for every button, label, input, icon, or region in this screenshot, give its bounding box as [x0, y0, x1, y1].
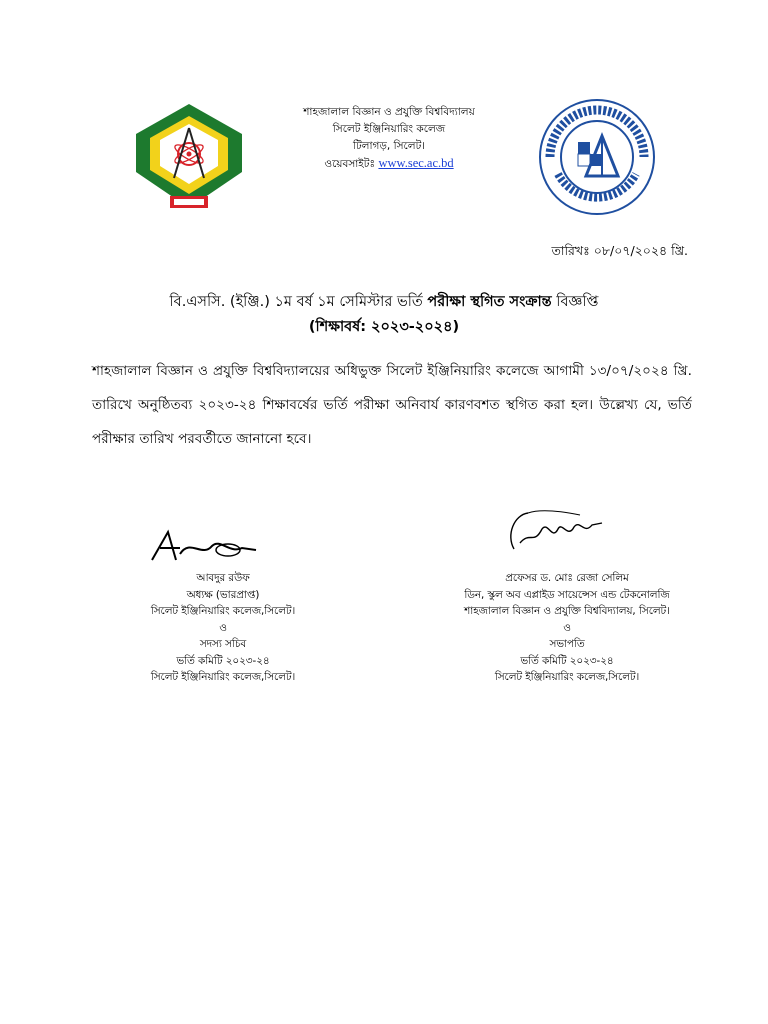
signatory-role: সদস্য সচিব: [199, 638, 247, 650]
signatory-designation: অধ্যক্ষ (ভারপ্রাপ্ত): [186, 588, 260, 601]
college-address: টিলাগড়, সিলেট।: [352, 140, 426, 152]
notice-body: শাহজালাল বিজ্ঞান ও প্রযুক্তি বিশ্ববিদ্যালয়ের অধিভুক্ত সিলেট ইঞ্জিনিয়ারিং কলেজে আগামী ১৩/০৭/২০২৪ খ্রি. তারিখে অনুষ্ঠিতব্য ২০২৩-২৪ শিক্ষাবর্ষের ভর্তি পরীক্ষা অনিবার্য কারণবশত স্থগিত করা হল। উল্লেখ্য যে, ভর্তি পরীক্ষার তারিখ পরবর্তীতে জানানো হবে।: [92, 363, 692, 447]
signatory-institution: শাহজালাল বিজ্ঞান ও প্রযুক্তি বিশ্ববিদ্যালয়, সিলেট।: [464, 605, 670, 617]
signatory-and: ও: [219, 621, 227, 634]
website-line: [250, 155, 528, 173]
signature-right: [500, 505, 620, 555]
website-label: ওয়েবসাইটঃ: [324, 158, 376, 170]
signatory-designation: ডিন, স্কুল অব এপ্লাইড সায়েন্সেস এন্ড টেকনোলজি: [464, 588, 670, 601]
handwritten-signature-icon: [500, 505, 620, 555]
notice-title: [60, 290, 708, 315]
signatory-institution-2: সিলেট ইঞ্জিনিয়ারিং কলেজ,সিলেট।: [494, 671, 640, 683]
sust-crest-icon: [130, 100, 248, 212]
signature-left: [150, 528, 260, 568]
notice-date: তারিখঃ ০৮/০৭/২০২৪ খ্রি.: [551, 243, 688, 258]
university-name: শাহজালাল বিজ্ঞান ও প্রযুক্তি বিশ্ববিদ্যালয়: [303, 106, 475, 118]
signatory-institution: সিলেট ইঞ্জিনিয়ারিং কলেজ,সিলেট।: [150, 605, 296, 617]
signatory-name: প্রফেসর ড. মোঃ রেজা সেলিম: [505, 572, 629, 584]
signatory-committee: ভর্তি কমিটি ২০২৩-২৪: [520, 654, 614, 667]
dte-logo: [538, 98, 656, 216]
signatory-role: সভাপতি: [549, 638, 585, 650]
signatory-left: [108, 570, 338, 686]
signatory-right: [410, 570, 724, 686]
notice-title-block: [60, 290, 708, 340]
handwritten-signature-icon: [150, 528, 260, 568]
dte-seal-icon: [538, 98, 656, 216]
sust-logo: [130, 100, 248, 212]
signatory-name: আবদুর রউফ: [196, 572, 250, 584]
college-name: সিলেট ইঞ্জিনিয়ারিং কলেজ: [332, 123, 446, 135]
notice-session: [60, 315, 708, 340]
session-text: (শিক্ষাবর্ষ: ২০২৩-২০২৪): [308, 319, 460, 335]
title-part-1: বি.এসসি. (ইঞ্জি.) ১ম বর্ষ ১ম সেমিস্টার ভর্তি: [169, 294, 428, 310]
title-part-2: বিজ্ঞপ্তি: [551, 294, 599, 310]
website-link[interactable]: www.sec.ac.bd: [378, 156, 454, 170]
signatory-committee: ভর্তি কমিটি ২০২৩-২৪: [176, 654, 270, 667]
institution-header: [250, 104, 528, 173]
signatory-institution-2: সিলেট ইঞ্জিনিয়ারিং কলেজ,সিলেট।: [150, 671, 296, 683]
title-bold: পরীক্ষা স্থগিত সংক্রান্ত: [427, 294, 552, 310]
signatory-and: ও: [563, 621, 571, 634]
